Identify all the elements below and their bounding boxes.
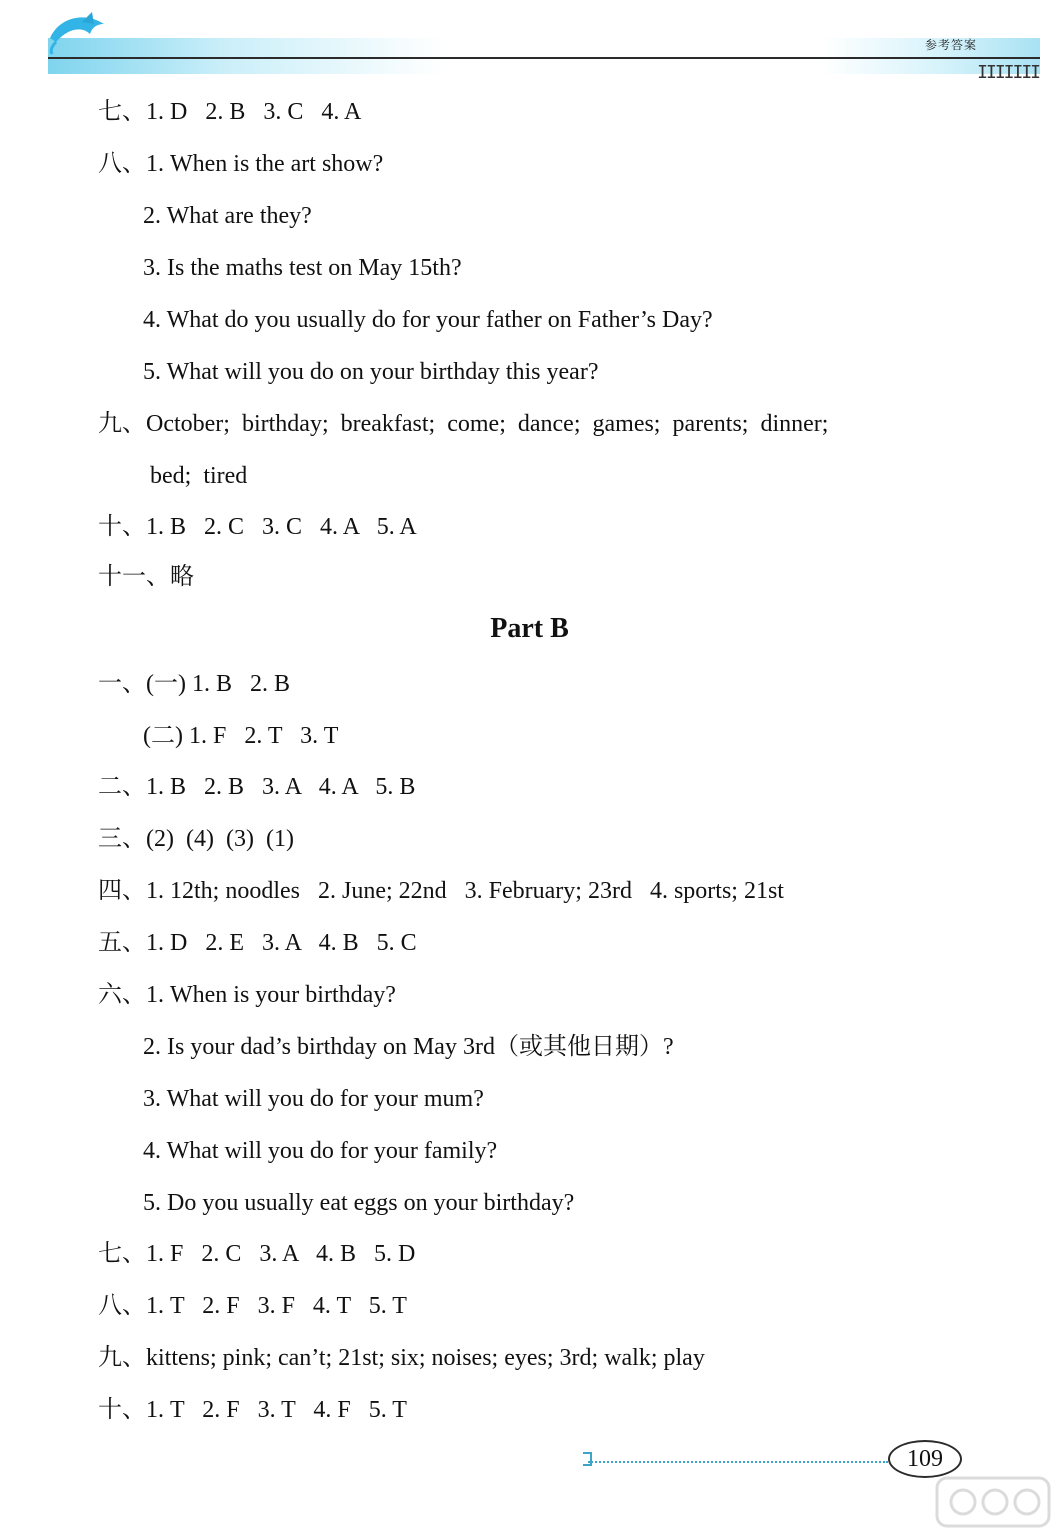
dolphin-logo-icon (42, 8, 112, 56)
part-b-line-6-2: 2. Is your dad’s birthday on May 3rd（或其他日期）? (143, 1034, 674, 1060)
part-b-line-7: 七、1. F 2. C 3. A 4. B 5. D (98, 1241, 416, 1267)
part-b-line-10: 十、1. T 2. F 3. T 4. F 5. T (98, 1397, 407, 1423)
answer-line-11: 十一、略 (98, 564, 194, 590)
answer-line-9-cont: bed; tired (150, 463, 248, 489)
answer-line-8-3: 3. Is the maths test on May 15th? (143, 255, 462, 281)
part-b-line-6: 六、1. When is your birthday? (98, 982, 396, 1008)
part-b-line-1-2: (二) 1. F 2. T 3. T (143, 723, 339, 749)
page-header (0, 0, 1059, 110)
part-b-line-5: 五、1. D 2. E 3. A 4. B 5. C (98, 930, 417, 956)
part-b-line-3: 三、(2) (4) (3) (1) (98, 826, 294, 852)
header-tick-marks: IIIIIII (977, 62, 1039, 83)
part-b-line-4: 四、1. 12th; noodles 2. June; 22nd 3. February; 23rd 4. sports; 21st (98, 878, 784, 904)
part-b-line-1: 一、(一) 1. B 2. B (98, 671, 290, 697)
answer-line-7: 七、1. D 2. B 3. C 4. A (98, 99, 362, 125)
answer-line-8-2: 2. What are they? (143, 203, 312, 229)
header-rule (48, 57, 1040, 59)
page-number: 109 (888, 1440, 962, 1478)
answer-line-9: 九、October; birthday; breakfast; come; dance; games; parents; dinner; (98, 411, 829, 437)
header-band (48, 38, 1040, 74)
watermark-stamp-icon (933, 1472, 1053, 1532)
header-label: 参考答案 (924, 38, 977, 52)
part-b-line-9: 九、kittens; pink; can’t; 21st; six; noises; eyes; 3rd; walk; play (98, 1345, 705, 1371)
footer-dotted-leader (588, 1455, 888, 1463)
part-b-line-6-3: 3. What will you do for your mum? (143, 1086, 484, 1112)
part-b-title: Part B (490, 613, 569, 644)
answer-line-8-5: 5. What will you do on your birthday this year? (143, 359, 599, 385)
answer-line-8: 八、1. When is the art show? (98, 151, 384, 177)
answer-line-10: 十、1. B 2. C 3. C 4. A 5. A (98, 514, 417, 540)
part-b-line-6-5: 5. Do you usually eat eggs on your birthday? (143, 1190, 575, 1216)
part-b-line-6-4: 4. What will you do for your family? (143, 1138, 498, 1164)
part-b-line-8: 八、1. T 2. F 3. F 4. T 5. T (98, 1293, 407, 1319)
part-b-line-2: 二、1. B 2. B 3. A 4. A 5. B (98, 774, 416, 800)
answer-line-8-4: 4. What do you usually do for your father on Father’s Day? (143, 307, 713, 333)
